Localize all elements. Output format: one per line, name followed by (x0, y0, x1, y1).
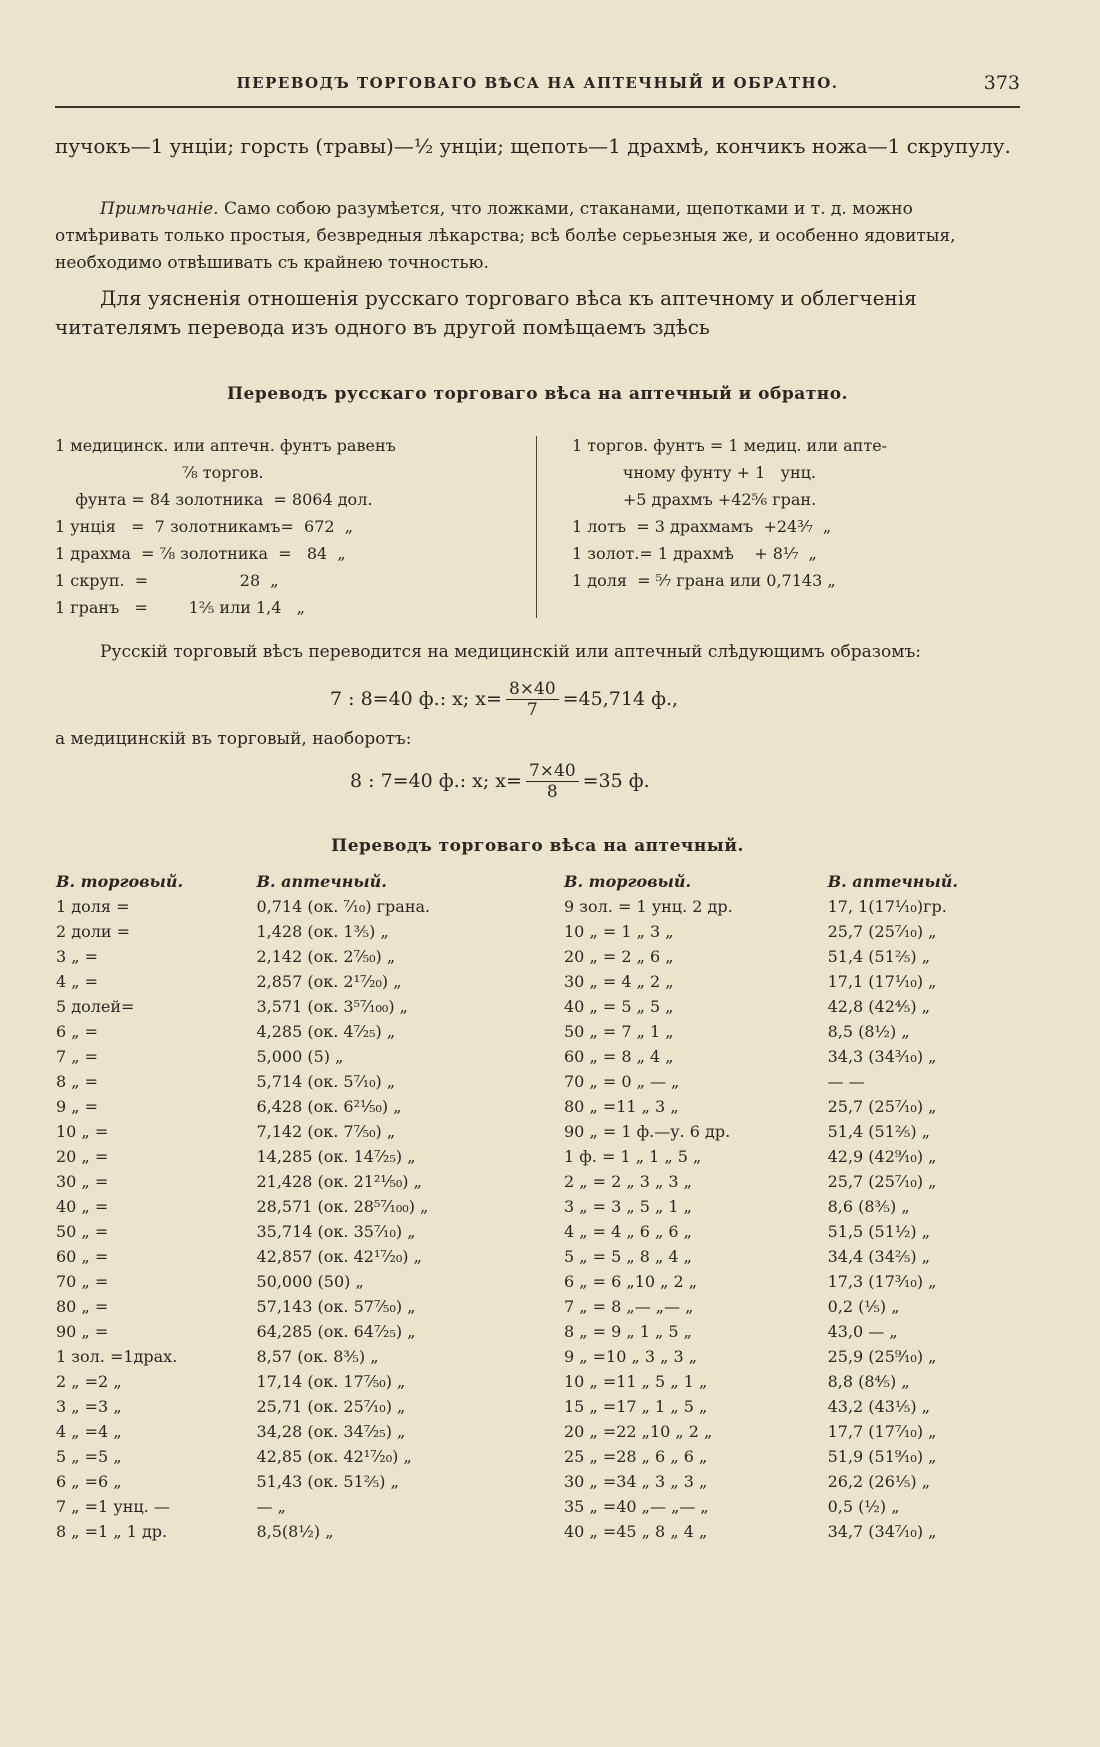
table-row (52, 1444, 522, 1469)
trade-weight-cell: 35 „ =40 „— „— „ (564, 1497, 709, 1516)
table-row (52, 1469, 522, 1494)
running-header (55, 70, 1020, 108)
trade-weight-cell: 7 „ = 8 „— „— „ (564, 1297, 694, 1316)
equivalence-line: +5 драхмъ +42⅚ гран. (572, 490, 817, 509)
trade-weight-cell: 80 „ = (56, 1297, 109, 1316)
trade-weight-cell: 8 „ = (56, 1072, 99, 1091)
formula-2 (350, 750, 650, 812)
pharmacy-weight-cell: 0,2 (⅕) „ (827, 1297, 900, 1316)
table-row (560, 1194, 1030, 1219)
trade-weight-cell: 7 „ =1 унц. — (56, 1497, 170, 1516)
formula-2-prefix: 8 : 7=40 ф.: x; x= (350, 770, 522, 792)
pharmacy-weight-cell: 8,5(8½) „ (256, 1522, 334, 1541)
table-row (560, 1394, 1030, 1419)
trade-weight-cell: 90 „ = 1 ф.—у. 6 др. (564, 1122, 731, 1141)
trade-weight-cell: 1 зол. =1драх. (56, 1347, 178, 1366)
trade-weight-cell: 2 доли = (56, 922, 131, 941)
trade-weight-cell: 7 „ = (56, 1047, 99, 1066)
table-row (52, 1394, 522, 1419)
table-row (560, 1294, 1030, 1319)
trade-weight-cell: 40 „ = 5 „ 5 „ (564, 997, 674, 1016)
pharmacy-weight-cell: 0,714 (ок. ⁷⁄₁₀) грана. (256, 897, 431, 916)
table-row (52, 1169, 522, 1194)
trade-weight-cell: 70 „ = (56, 1272, 109, 1291)
table-row (52, 944, 522, 969)
equivalence-line: 1 скруп. = 28 „ (55, 571, 279, 590)
trade-weight-cell: 9 „ =10 „ 3 „ 3 „ (564, 1347, 698, 1366)
table-row (52, 1019, 522, 1044)
pharmacy-weight-cell: 25,7 (25⁷⁄₁₀) „ (827, 1172, 937, 1191)
table-row (52, 1069, 522, 1094)
pharmacy-weight-cell: 51,9 (51⁹⁄₁₀) „ (827, 1447, 937, 1466)
pharmacy-weight-cell: — „ (256, 1497, 286, 1516)
table-row (52, 1244, 522, 1269)
trade-weight-cell: 30 „ = (56, 1172, 109, 1191)
pharmacy-weight-cell: 6,428 (ок. 6²¹⁄₅₀) „ (256, 1097, 402, 1116)
table-row (560, 1319, 1030, 1344)
trade-weight-cell: 25 „ =28 „ 6 „ 6 „ (564, 1447, 708, 1466)
trade-weight-cell: 1 ф. = 1 „ 1 „ 5 „ (564, 1147, 702, 1166)
equivalence-line: 1 унція = 7 золотникамъ= 672 „ (55, 517, 354, 536)
pharmacy-weight-cell: 51,5 (51½) „ (827, 1222, 931, 1241)
pharmacy-weight-cell: 57,143 (ок. 57⁷⁄₅₀) „ (256, 1297, 416, 1316)
trade-weight-cell: 9 „ = (56, 1097, 99, 1116)
trade-weight-cell: 4 „ = (56, 972, 99, 991)
table-row (560, 1269, 1030, 1294)
pharmacy-weight-cell: 8,5 (8½) „ (827, 1022, 910, 1041)
pharmacy-weight-cell: 8,6 (8⅗) „ (827, 1197, 910, 1216)
table-row (560, 994, 1030, 1019)
pharmacy-weight-cell: 34,28 (ок. 34⁷⁄₂₅) „ (256, 1422, 406, 1441)
pharmacy-weight-cell: 14,285 (ок. 14⁷⁄₂₅) „ (256, 1147, 416, 1166)
trade-weight-cell: 20 „ = (56, 1147, 109, 1166)
trade-weight-cell: 2 „ =2 „ (56, 1372, 122, 1391)
pharmacy-weight-cell: 17,14 (ок. 17⁷⁄₅₀) „ (256, 1372, 406, 1391)
table-row (560, 1444, 1030, 1469)
table-row (560, 944, 1030, 969)
formula-2-denominator: 8 (546, 781, 558, 802)
table-row (560, 1044, 1030, 1069)
equivalence-line: 1 лотъ = 3 драхмамъ +24³⁄₇ „ (572, 517, 832, 536)
table-row (52, 894, 522, 919)
table-row (52, 1319, 522, 1344)
pharmacy-weight-cell: 4,285 (ок. 4⁷⁄₂₅) „ (256, 1022, 396, 1041)
pharmacy-weight-cell: 25,7 (25⁷⁄₁₀) „ (827, 1097, 937, 1116)
pharmacy-weight-cell: 42,857 (ок. 42¹⁷⁄₂₀) „ (256, 1247, 422, 1266)
trade-weight-cell: 40 „ = (56, 1197, 109, 1216)
trade-weight-cell: 50 „ = 7 „ 1 „ (564, 1022, 674, 1041)
table-row (52, 1044, 522, 1069)
trade-weight-cell: 6 „ = 6 „10 „ 2 „ (564, 1272, 698, 1291)
table-row (52, 1519, 522, 1544)
pharmacy-weight-cell: 17,3 (17³⁄₁₀) „ (827, 1272, 937, 1291)
pharmacy-weight-cell: 17, 1(17¹⁄₁₀)гр. (827, 897, 947, 916)
header-trade-weight: В. торговый. (564, 871, 692, 891)
table-row (560, 969, 1030, 994)
equivalence-line: 1 гранъ = 1⅖ или 1,4 „ (55, 598, 305, 617)
pharmacy-weight-cell: 5,000 (5) „ (256, 1047, 344, 1066)
table-row (52, 919, 522, 944)
trade-weight-cell: 30 „ =34 „ 3 „ 3 „ (564, 1472, 708, 1491)
table-row (52, 994, 522, 1019)
trade-weight-cell: 4 „ = 4 „ 6 „ 6 „ (564, 1222, 692, 1241)
pharmacy-weight-cell: — — (827, 1072, 865, 1091)
pharmacy-weight-cell: 42,9 (42⁹⁄₁₀) „ (827, 1147, 937, 1166)
table-row (560, 1419, 1030, 1444)
pharmacy-weight-cell: 43,0 — „ (827, 1322, 898, 1341)
table-row (560, 1094, 1030, 1119)
conversion-table-right (560, 868, 1030, 1544)
pharmacy-weight-cell: 21,428 (ок. 21²¹⁄₅₀) „ (256, 1172, 422, 1191)
formula-2-numerator: 7×40 (526, 761, 579, 782)
section-title-1: Переводъ русскаго торговаго вѣса на аптечный и обратно. (227, 384, 848, 404)
table-row (560, 1344, 1030, 1369)
trade-weight-cell: 20 „ =22 „10 „ 2 „ (564, 1422, 713, 1441)
trade-weight-cell: 1 доля = (56, 897, 130, 916)
table-row (560, 1169, 1030, 1194)
trade-weight-cell: 60 „ = 8 „ 4 „ (564, 1047, 674, 1066)
conversion-text-1: Русскій торговый вѣсъ переводится на медицинскій или аптечный слѣдующимъ образомъ: (100, 642, 922, 662)
equivalence-line: 1 драхма = ⅞ золотника = 84 „ (55, 544, 346, 563)
trade-weight-cell: 90 „ = (56, 1322, 109, 1341)
trade-weight-cell: 10 „ = (56, 1122, 109, 1141)
trade-weight-cell: 5 „ = 5 „ 8 „ 4 „ (564, 1247, 692, 1266)
table-row (52, 1094, 522, 1119)
note-label: Примѣчаніе. (100, 199, 219, 219)
pharmacy-weight-cell: 17,1 (17¹⁄₁₀) „ (827, 972, 937, 991)
pharmacy-weight-cell: 26,2 (26⅕) „ (827, 1472, 931, 1491)
conversion-text-2: а медицинскій въ торговый, наоборотъ: (55, 729, 412, 749)
trade-weight-cell: 2 „ = 2 „ 3 „ 3 „ (564, 1172, 692, 1191)
table-row (52, 1194, 522, 1219)
trade-weight-cell: 10 „ =11 „ 5 „ 1 „ (564, 1372, 708, 1391)
header-trade-weight: В. торговый. (56, 871, 184, 891)
trade-weight-cell: 30 „ = 4 „ 2 „ (564, 972, 674, 991)
pharmacy-weight-cell: 7,142 (ок. 7⁷⁄₅₀) „ (256, 1122, 396, 1141)
equivalence-list-left (55, 432, 525, 621)
pharmacy-weight-cell: 42,8 (42⅘) „ (827, 997, 931, 1016)
pharmacy-weight-cell: 2,857 (ок. 2¹⁷⁄₂₀) „ (256, 972, 402, 991)
equivalence-line: ⅞ торгов. (55, 463, 264, 482)
pharmacy-weight-cell: 51,4 (51⅖) „ (827, 947, 931, 966)
pharmacy-weight-cell: 51,43 (ок. 51⅖) „ (256, 1472, 399, 1491)
table-row (560, 1469, 1030, 1494)
trade-weight-cell: 6 „ =6 „ (56, 1472, 122, 1491)
trade-weight-cell: 5 долей= (56, 997, 135, 1016)
trade-weight-cell: 8 „ = 9 „ 1 „ 5 „ (564, 1322, 692, 1341)
formula-1-numerator: 8×40 (506, 679, 559, 700)
pharmacy-weight-cell: 64,285 (ок. 64⁷⁄₂₅) „ (256, 1322, 416, 1341)
trade-weight-cell: 9 зол. = 1 унц. 2 др. (564, 897, 733, 916)
table-row (560, 1119, 1030, 1144)
header-pharmacy-weight: В. аптечный. (827, 871, 958, 891)
trade-weight-cell: 60 „ = (56, 1247, 109, 1266)
equivalence-line: 1 торгов. фунтъ = 1 медиц. или апте- (572, 436, 888, 455)
table-row (52, 969, 522, 994)
section-title-2: Переводъ торговаго вѣса на аптечный. (331, 836, 744, 856)
table-row (52, 1494, 522, 1519)
table-row (52, 1369, 522, 1394)
formula-2-suffix: =35 ф. (582, 770, 650, 792)
table-header-row (52, 868, 522, 894)
table-row (560, 1144, 1030, 1169)
note-text: Само собою разумѣется, что ложками, стаканами, щепотками и т. д. можно отмѣривать только простыя, безвредныя лѣкарства; всѣ болѣе серьезныя же, и особенно ядовитыя, необходимо отвѣшивать съ крайнею точностью. (55, 199, 956, 273)
pharmacy-weight-cell: 28,571 (ок. 28⁵⁷⁄₁₀₀) „ (256, 1197, 429, 1216)
pharmacy-weight-cell: 43,2 (43⅕) „ (827, 1397, 931, 1416)
trade-weight-cell: 70 „ = 0 „ — „ (564, 1072, 680, 1091)
trade-weight-cell: 5 „ =5 „ (56, 1447, 122, 1466)
table-row (52, 1119, 522, 1144)
pharmacy-weight-cell: 51,4 (51⅖) „ (827, 1122, 931, 1141)
table-row (52, 1344, 522, 1369)
table-row (52, 1294, 522, 1319)
paragraph-2: Для уясненія отношенія русскаго торговаго вѣса къ аптечному и облегченія читателямъ перевода изъ одного въ другой помѣщаемъ здѣсь (55, 286, 917, 339)
equivalence-line: 1 золот.= 1 драхмѣ + 8¹⁄₇ „ (572, 544, 817, 563)
conversion-table-left (52, 868, 522, 1544)
equivalence-line: 1 доля = ⁵⁄₇ грана или 0,7143 „ (572, 571, 836, 590)
pharmacy-weight-cell: 34,7 (34⁷⁄₁₀) „ (827, 1522, 937, 1541)
note-paragraph (55, 196, 1020, 277)
page-number: 373 (983, 72, 1020, 94)
pharmacy-weight-cell: 17,7 (17⁷⁄₁₀) „ (827, 1422, 937, 1441)
equivalence-line: 1 медицинск. или аптечн. фунтъ равенъ (55, 436, 396, 455)
formula-1-prefix: 7 : 8=40 ф.: x; x= (330, 688, 502, 710)
pharmacy-weight-cell: 42,85 (ок. 42¹⁷⁄₂₀) „ (256, 1447, 412, 1466)
table-row (560, 1219, 1030, 1244)
formula-1-denominator: 7 (526, 699, 538, 720)
table-row (560, 1494, 1030, 1519)
header-pharmacy-weight: В. аптечный. (256, 871, 387, 891)
table-row (560, 1369, 1030, 1394)
trade-weight-cell: 80 „ =11 „ 3 „ (564, 1097, 679, 1116)
formula-2-fraction (526, 761, 579, 802)
trade-weight-cell: 3 „ =3 „ (56, 1397, 122, 1416)
trade-weight-cell: 3 „ = 3 „ 5 „ 1 „ (564, 1197, 692, 1216)
equivalence-line: чному фунту + 1 унц. (572, 463, 817, 482)
formula-1-suffix: =45,714 ф., (562, 688, 679, 710)
table-header-row (560, 868, 1030, 894)
pharmacy-weight-cell: 0,5 (½) „ (827, 1497, 900, 1516)
trade-weight-cell: 3 „ = (56, 947, 99, 966)
pharmacy-weight-cell: 34,3 (34³⁄₁₀) „ (827, 1047, 937, 1066)
table-row (52, 1419, 522, 1444)
equivalence-line: фунта = 84 золотника = 8064 дол. (55, 490, 373, 509)
equivalence-list-right (572, 432, 1022, 594)
pharmacy-weight-cell: 35,714 (ок. 35⁷⁄₁₀) „ (256, 1222, 416, 1241)
paragraph-1: пучокъ—1 унціи; горсть (травы)—½ унціи; щепоть—1 драхмѣ, кончикъ ножа—1 скрупулу. (55, 134, 1011, 158)
table-row (560, 1519, 1030, 1544)
pharmacy-weight-cell: 5,714 (ок. 5⁷⁄₁₀) „ (256, 1072, 396, 1091)
pharmacy-weight-cell: 25,71 (ок. 25⁷⁄₁₀) „ (256, 1397, 406, 1416)
table-row (560, 1069, 1030, 1094)
pharmacy-weight-cell: 8,57 (ок. 8⅗) „ (256, 1347, 379, 1366)
trade-weight-cell: 10 „ = 1 „ 3 „ (564, 922, 674, 941)
pharmacy-weight-cell: 2,142 (ок. 2⁷⁄₅₀) „ (256, 947, 396, 966)
table-row (560, 1019, 1030, 1044)
trade-weight-cell: 40 „ =45 „ 8 „ 4 „ (564, 1522, 708, 1541)
pharmacy-weight-cell: 34,4 (34⅖) „ (827, 1247, 931, 1266)
table-row (560, 1244, 1030, 1269)
table-row (52, 1269, 522, 1294)
trade-weight-cell: 50 „ = (56, 1222, 109, 1241)
pharmacy-weight-cell: 1,428 (ок. 1⅗) „ (256, 922, 389, 941)
pharmacy-weight-cell: 50,000 (50) „ (256, 1272, 364, 1291)
pharmacy-weight-cell: 8,8 (8⅘) „ (827, 1372, 910, 1391)
table-row (52, 1144, 522, 1169)
pharmacy-weight-cell: 3,571 (ок. 3⁵⁷⁄₁₀₀) „ (256, 997, 408, 1016)
pharmacy-weight-cell: 25,7 (25⁷⁄₁₀) „ (827, 922, 937, 941)
running-title: ПЕРЕВОДЪ ТОРГОВАГО ВѢСА НА АПТЕЧНЫЙ И ОБРАТНО. (236, 74, 839, 92)
table-row (52, 1219, 522, 1244)
trade-weight-cell: 15 „ =17 „ 1 „ 5 „ (564, 1397, 708, 1416)
trade-weight-cell: 8 „ =1 „ 1 др. (56, 1522, 168, 1541)
formula-1-fraction (506, 679, 559, 720)
pharmacy-weight-cell: 25,9 (25⁹⁄₁₀) „ (827, 1347, 937, 1366)
table-row (560, 894, 1030, 919)
trade-weight-cell: 6 „ = (56, 1022, 99, 1041)
trade-weight-cell: 20 „ = 2 „ 6 „ (564, 947, 674, 966)
trade-weight-cell: 4 „ =4 „ (56, 1422, 122, 1441)
column-divider (536, 436, 537, 618)
formula-1 (330, 668, 678, 730)
table-row (560, 919, 1030, 944)
